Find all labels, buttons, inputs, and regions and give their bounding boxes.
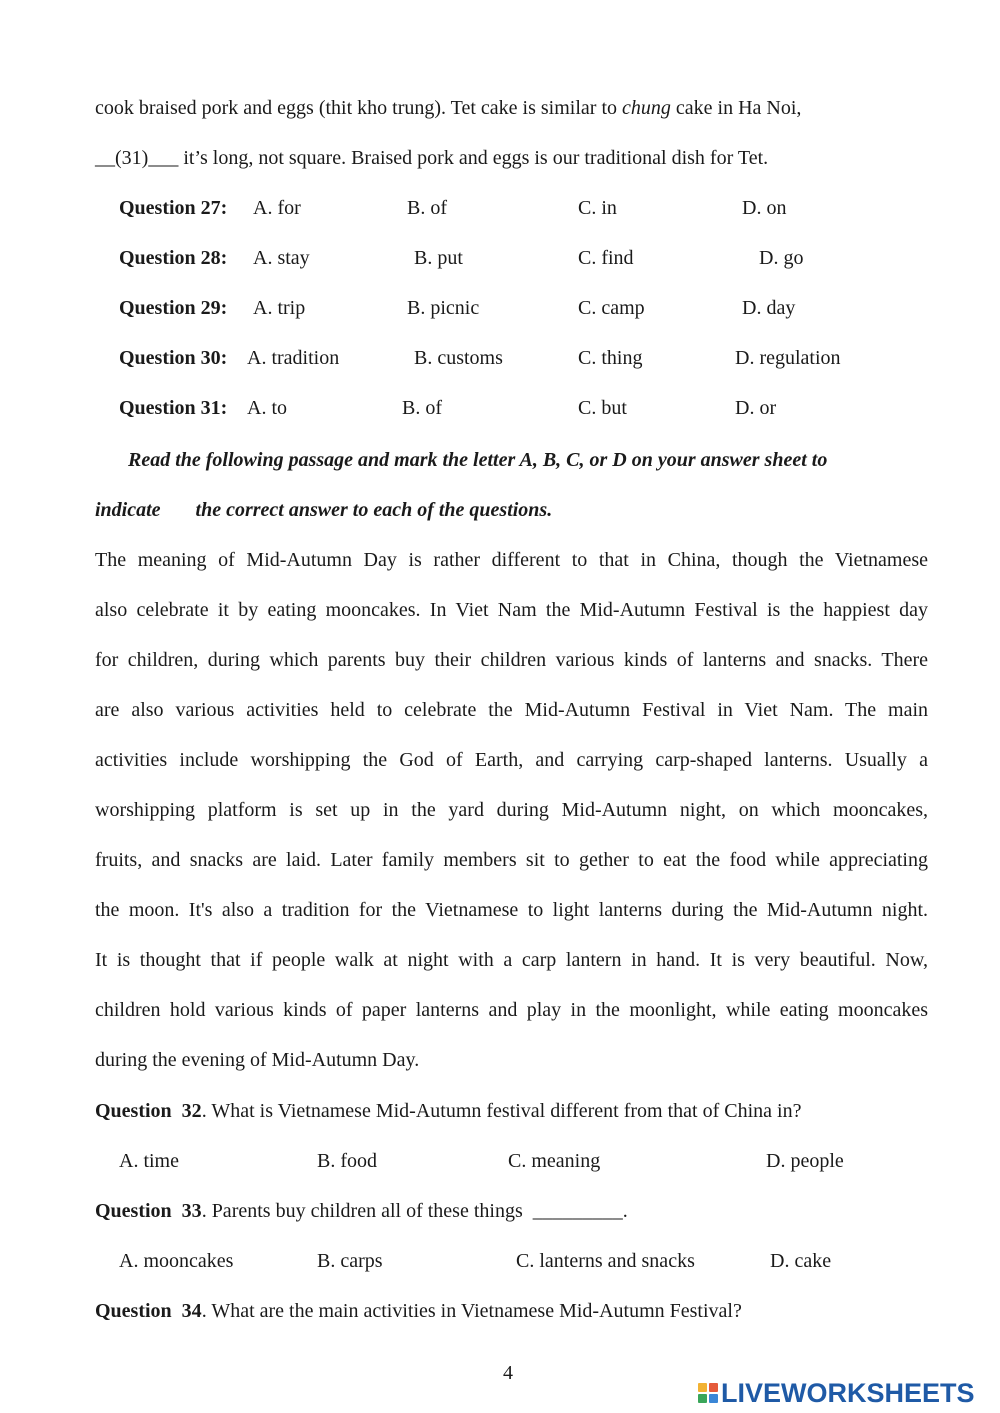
logo-square-icon	[709, 1383, 718, 1392]
instruction-line-2: indicate the correct answer to each of the questions.	[95, 499, 553, 521]
option-d[interactable]: D. cake	[770, 1250, 832, 1272]
reading-question-34	[95, 1299, 742, 1323]
logo-square-icon	[709, 1394, 718, 1403]
option-d[interactable]: D. or	[735, 397, 777, 419]
reading-question-32	[95, 1099, 801, 1123]
passage-line: fruits, and snacks are laid. Later family members sit to gether to eat the food while appreciating	[95, 849, 928, 871]
question-text: . Parents buy children all of these things _________.	[201, 1200, 628, 1222]
passage-line: are also various activities held to celebrate the Mid-Autumn Festival in Viet Nam. The main	[95, 699, 928, 721]
question-label: Question 30:	[119, 347, 228, 369]
option-d[interactable]: D. people	[766, 1150, 844, 1172]
option-d[interactable]: D. on	[742, 197, 787, 219]
passage-line-intro-1	[95, 96, 801, 120]
question-label: Question 29:	[119, 297, 228, 319]
option-a[interactable]: A. mooncakes	[119, 1250, 234, 1272]
passage-line: children hold various kinds of paper lanterns and play in the moonlight, while eating mooncakes	[95, 999, 928, 1021]
option-a[interactable]: A. tradition	[247, 347, 340, 369]
option-b[interactable]: B. customs	[414, 347, 503, 369]
option-c[interactable]: C. thing	[578, 347, 643, 369]
page-number: 4	[503, 1362, 513, 1384]
logo-square-icon	[698, 1394, 707, 1403]
question-text: . What is Vietnamese Mid-Autumn festival different from that of China in?	[201, 1100, 802, 1122]
intro-text-a: cook braised pork and eggs (thit kho trung). Tet cake is similar to	[95, 97, 623, 119]
option-c[interactable]: C. but	[578, 397, 627, 419]
option-a[interactable]: A. trip	[253, 297, 306, 319]
option-a[interactable]: A. for	[253, 197, 301, 219]
liveworksheets-icon	[698, 1383, 718, 1403]
option-b[interactable]: B. of	[402, 397, 442, 419]
question-label: Question 28:	[119, 247, 228, 269]
question-label: Question 33	[95, 1200, 202, 1222]
passage-line: It is thought that if people walk at night with a carp lantern in hand. It is very beautiful. Now,	[95, 949, 928, 971]
option-c[interactable]: C. lanterns and snacks	[516, 1250, 695, 1272]
logo-text: LIVEWORKSHEETS	[721, 1377, 975, 1408]
instruction-line-1: Read the following passage and mark the letter A, B, C, or D on your answer sheet to	[128, 449, 828, 471]
option-b[interactable]: B. picnic	[407, 297, 480, 319]
option-d[interactable]: D. go	[759, 247, 804, 269]
option-a[interactable]: A. stay	[253, 247, 310, 269]
liveworksheets-logo	[698, 1378, 975, 1408]
intro-italic-word: chung	[622, 97, 671, 119]
question-label: Question 27:	[119, 197, 228, 219]
passage-line: worshipping platform is set up in the yard during Mid-Autumn night, on which mooncakes,	[95, 799, 928, 821]
option-c[interactable]: C. in	[578, 197, 617, 219]
question-label: Question 31:	[119, 397, 228, 419]
intro-text-b: cake in Ha Noi,	[670, 97, 802, 119]
option-c[interactable]: C. camp	[578, 297, 645, 319]
question-label: Question 34	[95, 1300, 202, 1322]
option-b[interactable]: B. of	[407, 197, 447, 219]
option-c[interactable]: C. meaning	[508, 1150, 601, 1172]
question-text: . What are the main activities in Vietnamese Mid-Autumn Festival?	[201, 1300, 742, 1322]
option-b[interactable]: B. put	[414, 247, 463, 269]
passage-line: The meaning of Mid-Autumn Day is rather different to that in China, though the Vietnamese	[95, 549, 928, 571]
passage-line: activities include worshipping the God of Earth, and carrying carp-shaped lanterns. Usually a	[95, 749, 928, 771]
option-b[interactable]: B. food	[317, 1150, 377, 1172]
question-label: Question 32	[95, 1100, 202, 1122]
option-d[interactable]: D. regulation	[735, 347, 841, 369]
option-d[interactable]: D. day	[742, 297, 796, 319]
reading-question-33	[95, 1199, 628, 1223]
option-c[interactable]: C. find	[578, 247, 634, 269]
passage-line: also celebrate it by eating mooncakes. In Viet Nam the Mid-Autumn Festival is the happiest day	[95, 599, 928, 621]
passage-line: the moon. It's also a tradition for the Vietnamese to light lanterns during the Mid-Autumn night.	[95, 899, 928, 921]
passage-line: during the evening of Mid-Autumn Day.	[95, 1049, 420, 1071]
option-a[interactable]: A. to	[247, 397, 287, 419]
passage-line-intro-2: __(31)___ it’s long, not square. Braised pork and eggs is our traditional dish for Tet.	[95, 147, 769, 169]
logo-square-icon	[698, 1383, 707, 1392]
option-a[interactable]: A. time	[119, 1150, 179, 1172]
option-b[interactable]: B. carps	[317, 1250, 383, 1272]
passage-line: for children, during which parents buy their children various kinds of lanterns and snacks. There	[95, 649, 928, 671]
